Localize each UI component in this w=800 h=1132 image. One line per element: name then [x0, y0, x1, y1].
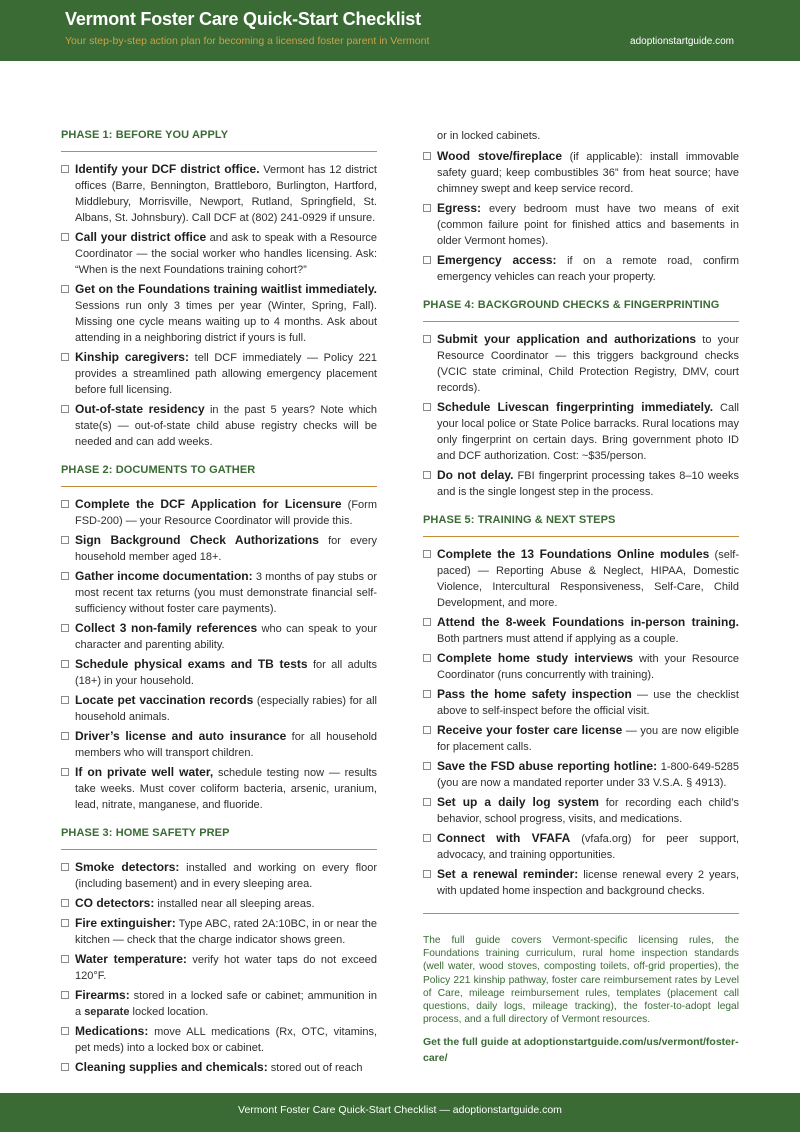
item-lead: Medications: [75, 1024, 149, 1038]
checklist-item [423, 399, 739, 464]
item-text: Type ABC, rated 2A:10BC, in or near the kitchen — check that the charge indicator shows green. [75, 918, 377, 946]
item-text: locked location. [129, 1006, 209, 1018]
item-text: to your Resource Coordinator — this triggers background checks (VCIC state criminal, Child Protection Registry, DMV, court records). [437, 334, 740, 394]
item-lead: Collect 3 non-family references [75, 621, 258, 635]
item-lead: Smoke detectors: [75, 860, 180, 874]
checkbox-icon[interactable] [61, 955, 69, 963]
item-lead: Schedule Livescan fingerprinting immediately. [437, 400, 714, 414]
item-text: move ALL medications (Rx, OTC, vitamins, pet meds) into a locked box or cabinet. [75, 1026, 377, 1054]
item-text: Sessions run only 3 times per year (Winter, Spring, Fall). Missing one cycle means waiting up to 4 months. Ask about attending in a neighboring district if yours is full. [75, 300, 377, 344]
checklist-item [61, 161, 377, 226]
item-text: (self-paced) — Reporting Abuse & Neglect, HIPAA, Domestic Violence, Intercultural Responsiveness, Self-Care, Child Development, and more. [437, 549, 740, 609]
item-emphasis: separate [84, 1006, 130, 1018]
checkbox-icon[interactable] [423, 762, 431, 770]
phase-4 [423, 297, 739, 500]
checkbox-icon[interactable] [423, 335, 431, 343]
item-text: for all adults (18+) in your household. [75, 659, 377, 687]
item-lead: Emergency access: [437, 253, 557, 267]
checkbox-icon[interactable] [61, 624, 69, 632]
checkbox-icon[interactable] [423, 690, 431, 698]
item-lead: Gather income documentation: [75, 569, 253, 583]
item-lead: Egress: [437, 201, 482, 215]
checkbox-icon[interactable] [423, 550, 431, 558]
item-lead: Wood stove/fireplace [437, 149, 562, 163]
checkbox-icon[interactable] [61, 500, 69, 508]
checkbox-icon[interactable] [423, 618, 431, 626]
item-lead: Get on the Foundations training waitlist immediately. [75, 282, 377, 296]
phase-title: PHASE 3: HOME SAFETY PREP [61, 825, 377, 850]
item-text: (if applicable): install immovable safety guard; keep combustibles 36” from heat source; have chimney swept and keep service record. [437, 151, 740, 195]
item-text: FBI fingerprint processing takes 8–10 weeks and is the single longest step in the process. [437, 470, 739, 498]
full-guide-link[interactable]: Get the full guide at adoptionstartguide.com/us/vermont/foster-care/ [423, 1036, 739, 1065]
item-text: installed and working on every floor (including basement) and in every sleeping area. [75, 862, 377, 890]
phase-2 [61, 462, 377, 813]
left-column [61, 127, 377, 1088]
item-lead: Complete the 13 Foundations Online modules [437, 547, 710, 561]
item-lead: Save the FSD abuse reporting hotline: [437, 759, 658, 773]
checkbox-icon[interactable] [61, 919, 69, 927]
item-text: Both partners must attend if applying as a couple. [437, 633, 679, 645]
item-lead: Set up a daily log system [437, 795, 599, 809]
item-text: tell DCF immediately — Policy 221 provides a streamlined path allowing emergency placement before full licensing. [75, 352, 377, 396]
checklist-item [61, 692, 377, 725]
item-text: (vfafa.org) for peer support, advocacy, and training opportunities. [437, 833, 740, 861]
checkbox-icon[interactable] [61, 991, 69, 999]
checklist-item [61, 656, 377, 689]
page-footer: Vermont Foster Care Quick-Start Checklist — adoptionstartguide.com [0, 1093, 800, 1132]
site-link[interactable]: adoptionstartguide.com [630, 36, 734, 47]
item-lead: Set a renewal reminder: [437, 867, 579, 881]
item-text: in the past 5 years? Note which state(s) — out-of-state child abuse registry checks will be needed and can add weeks. [75, 404, 378, 448]
checklist-item [423, 722, 739, 755]
checklist-item [61, 728, 377, 761]
item-lead: Locate pet vaccination records [75, 693, 254, 707]
item-text: (Form FSD-200) — your Resource Coordinator will provide this. [75, 499, 377, 527]
checkbox-icon[interactable] [423, 798, 431, 806]
checkbox-icon[interactable] [423, 256, 431, 264]
item-text: 1-800-649-5285 (you are now a mandated reporter under 33 V.S.A. § 4913). [437, 761, 739, 789]
item-lead: Firearms: [75, 988, 130, 1002]
item-text: schedule testing now — results take weeks. Must cover coliform bacteria, arsenic, uranium, lead, nitrate, manganese, and fluoride. [75, 767, 377, 811]
item-text: stored in a locked safe or cabinet; ammunition in a [75, 990, 377, 1018]
item-lead: If on private well water, [75, 765, 214, 779]
checkbox-icon[interactable] [61, 405, 69, 413]
checklist-item [61, 281, 377, 346]
checkbox-icon[interactable] [423, 471, 431, 479]
item-text: with your Resource Coordinator (runs concurrently with training). [437, 653, 739, 681]
item-lead: Connect with VFAFA [437, 831, 571, 845]
item-text: 3 months of pay stubs or most recent tax returns (you must demonstrate financial self-sufficiency without foster care payments). [75, 571, 377, 615]
checklist-item [61, 1023, 377, 1056]
checklist-item [423, 331, 739, 396]
checklist-item [61, 620, 377, 653]
item-lead: Attend the 8-week Foundations in-person training. [437, 615, 739, 629]
checkbox-icon[interactable] [61, 863, 69, 871]
phase-title: PHASE 5: TRAINING & NEXT STEPS [423, 512, 739, 537]
checkbox-icon[interactable] [61, 1063, 69, 1071]
item-lead: Submit your application and authorizations [437, 332, 697, 346]
checkbox-icon[interactable] [423, 204, 431, 212]
item-text: — you are now eligible for placement calls. [437, 725, 739, 753]
checklist-item [61, 532, 377, 565]
checklist-item [61, 951, 377, 984]
item-text: and ask to speak with a Resource Coordinator — the social worker who handles licensing. Ask: “When is the next Foundations training cohort?” [75, 232, 377, 276]
checkbox-icon[interactable] [61, 165, 69, 173]
item-text: Call your local police or State Police barracks. Rural locations may only fingerprint on certain days. Bring government photo ID and DCF authorization. Cost: ~$35/person. [437, 402, 739, 462]
checkbox-icon[interactable] [61, 1027, 69, 1035]
item-text: — use the checklist above to self-inspect before the official visit. [437, 689, 739, 717]
item-text: for recording each child’s behavior, school progress, visits, and medications. [437, 797, 739, 825]
checklist-item [423, 866, 739, 899]
checkbox-icon[interactable] [61, 572, 69, 580]
checklist-item [61, 895, 377, 912]
checklist-item [423, 686, 739, 719]
item-lead: Fire extinguisher: [75, 916, 176, 930]
item-lead: CO detectors: [75, 896, 155, 910]
item-lead: Do not delay. [437, 468, 514, 482]
item-text: Vermont has 12 district offices (Barre, Bennington, Brattleboro, Burlington, Hartford, Middlebury, Morrisville, Newport, Rutland, Springfield, St. Albans, St. Johnsbury). Call DCF at (802) 241-0929 if unsure. [75, 164, 377, 224]
item-text: who can speak to your character and parenting ability. [75, 623, 378, 651]
checklist-item [61, 568, 377, 617]
checkbox-icon[interactable] [61, 899, 69, 907]
checkbox-icon[interactable] [61, 285, 69, 293]
item-lead: Complete the DCF Application for Licensure [75, 497, 342, 511]
phase-title: PHASE 1: BEFORE YOU APPLY [61, 127, 377, 152]
phase-5 [423, 512, 739, 899]
right-column [423, 128, 739, 1066]
item-text: verify hot water taps do not exceed 120°F. [75, 954, 377, 982]
phase-1 [61, 127, 377, 450]
item-lead: Receive your foster care license [437, 723, 623, 737]
item-lead: Call your district office [75, 230, 207, 244]
item-lead: Cleaning supplies and chemicals: [75, 1060, 268, 1074]
checklist-item [61, 349, 377, 398]
item-lead: Sign Background Check Authorizations [75, 533, 319, 547]
item-text: if on a remote road, confirm emergency vehicles can reach your property. [437, 255, 740, 283]
checkbox-icon[interactable] [61, 353, 69, 361]
checklist-item [61, 1059, 377, 1076]
divider [423, 913, 739, 914]
checklist-item [423, 614, 739, 647]
checklist-item [61, 229, 377, 278]
item-lead: Water temperature: [75, 952, 187, 966]
page-title: Vermont Foster Care Quick-Start Checklist [65, 9, 421, 29]
item-lead: Complete home study interviews [437, 651, 634, 665]
checkbox-icon[interactable] [423, 870, 431, 878]
checklist-item [61, 401, 377, 450]
checklist-item [423, 758, 739, 791]
checklist-item [61, 915, 377, 948]
promo-text: The full guide covers Vermont-specific licensing rules, the Foundations training curriculum, rural home inspection standards (well water, wood stoves, composting toilets, off-grid properties), the Policy 221 kinship pathway, foster care reimbursement rates by Level of Care, mileage reimbursement rules, templates (placement call questions, daily logs, mileage tracking), the foster-to-adopt legal process, and a full directory of Vermont resources. [423, 935, 739, 1026]
checklist-item [61, 764, 377, 813]
checkbox-icon[interactable] [423, 152, 431, 160]
phase-title: PHASE 2: DOCUMENTS TO GATHER [61, 462, 377, 487]
phase-3-continuation: or in locked cabinets. [437, 130, 541, 142]
checkbox-icon[interactable] [61, 732, 69, 740]
item-lead: Driver’s license and auto insurance [75, 729, 287, 743]
checklist-item [61, 496, 377, 529]
item-text: license renewal every 2 years, with updated home inspection and background checks. [437, 869, 739, 897]
checkbox-icon[interactable] [423, 403, 431, 411]
checkbox-icon[interactable] [61, 536, 69, 544]
checklist-item [423, 794, 739, 827]
checkbox-icon[interactable] [61, 660, 69, 668]
item-text: every bedroom must have two means of exit (common failure point for finished attics and basements in older Vermont homes). [437, 203, 739, 247]
item-lead: Schedule physical exams and TB tests [75, 657, 308, 671]
item-lead: Identify your DCF district office. [75, 162, 260, 176]
item-text: for all household members who will transport children. [75, 731, 378, 759]
checklist-item [423, 200, 739, 249]
checklist-item [423, 252, 739, 285]
item-text: stored out of reach [267, 1062, 363, 1074]
item-text: for every household member aged 18+. [75, 535, 377, 563]
checklist-item [423, 148, 739, 197]
checkbox-icon[interactable] [423, 654, 431, 662]
checkbox-icon[interactable] [61, 233, 69, 241]
checklist-item [423, 650, 739, 683]
item-lead: Out-of-state residency [75, 402, 205, 416]
item-text: installed near all sleeping areas. [154, 898, 315, 910]
item-lead: Kinship caregivers: [75, 350, 189, 364]
checkbox-icon[interactable] [61, 768, 69, 776]
phase-title: PHASE 4: BACKGROUND CHECKS & FINGERPRINTING [423, 297, 739, 322]
page-header [0, 0, 800, 61]
checklist-item [423, 546, 739, 611]
checkbox-icon[interactable] [423, 726, 431, 734]
item-text: (especially rabies) for all household animals. [75, 695, 377, 723]
item-lead: Pass the home safety inspection [437, 687, 632, 701]
checkbox-icon[interactable] [61, 696, 69, 704]
checklist-item [423, 830, 739, 863]
page-subtitle: Your step-by-step action plan for becoming a licensed foster parent in Vermont [65, 35, 430, 47]
checklist-item [423, 467, 739, 500]
checkbox-icon[interactable] [423, 834, 431, 842]
phase-3 [61, 825, 377, 1076]
checklist-item [61, 987, 377, 1020]
checklist-item [61, 859, 377, 892]
